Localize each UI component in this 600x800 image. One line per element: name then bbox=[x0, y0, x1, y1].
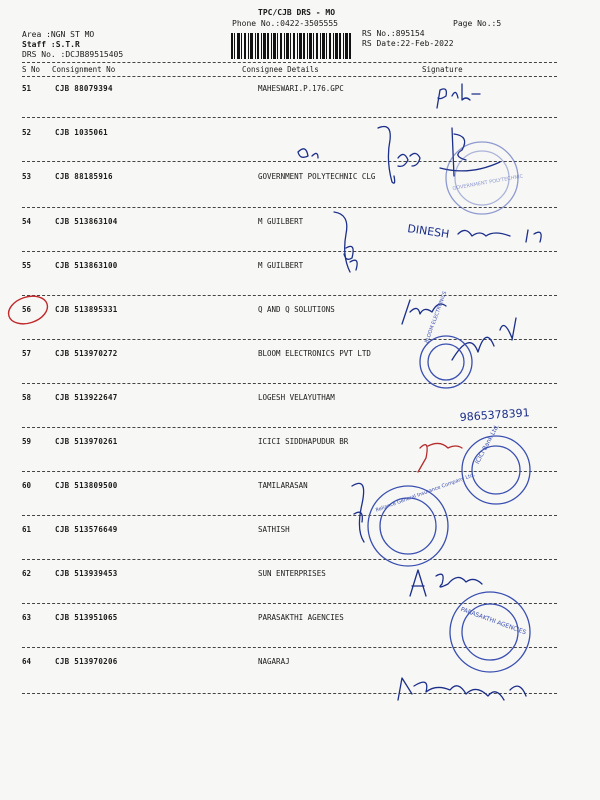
consignment-number: CJB 88079394 bbox=[55, 84, 113, 93]
consignment-number: CJB 88185916 bbox=[55, 172, 113, 181]
signature-row-62 bbox=[410, 570, 482, 596]
rs-date: RS Date:22-Feb-2022 bbox=[362, 39, 454, 48]
consignee-name: M GUILBERT bbox=[258, 261, 304, 270]
consignment-number: CJB 513895331 bbox=[55, 305, 118, 314]
stamp-text-icici: ICICI Bank Ltd. bbox=[474, 423, 501, 466]
consignee-name: SUN ENTERPRISES bbox=[258, 569, 326, 578]
serial-number: 59 bbox=[22, 437, 32, 446]
serial-number: 51 bbox=[22, 84, 32, 93]
serial-number: 63 bbox=[22, 613, 32, 622]
serial-number: 57 bbox=[22, 349, 32, 358]
consignee-name: ICICI SIDDHAPUDUR BR bbox=[258, 437, 349, 446]
area-label: Area :NGN ST MO bbox=[22, 30, 95, 39]
signature-row-52 bbox=[378, 127, 420, 184]
report-title: TPC/CJB DRS - MO bbox=[258, 8, 336, 17]
consignee-name: GOVERNMENT POLYTECHNIC CLG bbox=[258, 172, 376, 181]
signature-row-54-55 bbox=[334, 212, 357, 272]
consignee-name: NAGARAJ bbox=[258, 657, 290, 666]
consignment-number: CJB 1035061 bbox=[55, 128, 108, 137]
serial-number: 55 bbox=[22, 261, 32, 270]
signature-row-54-b bbox=[458, 230, 541, 242]
stamp-text-polytechnic: GOVERNMENT POLYTECHNIC bbox=[452, 173, 524, 192]
consignee-name: M GUILBERT bbox=[258, 217, 304, 226]
serial-number: 64 bbox=[22, 657, 32, 666]
stamp-text-bloom: BLOOM ELECTRONICS bbox=[424, 290, 449, 345]
consignee-name: PARASAKTHI AGENCIES bbox=[258, 613, 344, 622]
serial-number: 60 bbox=[22, 481, 32, 490]
col-consignee: Consignee Details bbox=[242, 65, 319, 74]
handwritten-phone: 9865378391 bbox=[459, 406, 531, 424]
drs-number: DRS No. :DCJB89515405 bbox=[22, 50, 124, 59]
signature-row-60 bbox=[352, 483, 364, 542]
consignee-name: TAMILARASAN bbox=[258, 481, 308, 490]
col-signature: Signature bbox=[422, 65, 463, 74]
consignee-name: SATHISH bbox=[258, 525, 290, 534]
consignee-name: BLOOM ELECTRONICS PVT LTD bbox=[258, 349, 371, 358]
stamp-text-parasakthi: PARASAKTHI AGENCIES bbox=[459, 606, 528, 637]
serial-number: 52 bbox=[22, 128, 32, 137]
consignment-number: CJB 513863104 bbox=[55, 217, 118, 226]
stamp-text-reliance: Reliance General Insurance Company Ltd. bbox=[375, 472, 476, 514]
handwritten-dinesh: DINESH bbox=[406, 222, 451, 241]
consignee-name: LOGESH VELAYUTHAM bbox=[258, 393, 335, 402]
signature-row-64 bbox=[398, 678, 526, 700]
serial-number: 56 bbox=[22, 305, 32, 314]
serial-number: 58 bbox=[22, 393, 32, 402]
consignment-number: CJB 513970261 bbox=[55, 437, 118, 446]
col-sno: S No bbox=[22, 65, 41, 74]
consignment-number: CJB 513970206 bbox=[55, 657, 118, 666]
col-consignment: Consignment No bbox=[52, 65, 116, 74]
consignment-number: CJB 513939453 bbox=[55, 569, 118, 578]
consignment-number: CJB 513922647 bbox=[55, 393, 118, 402]
signature-row-51 bbox=[437, 84, 480, 108]
serial-number: 61 bbox=[22, 525, 32, 534]
serial-number: 54 bbox=[22, 217, 32, 226]
consignment-number: CJB 513809500 bbox=[55, 481, 118, 490]
consignment-number: CJB 513576649 bbox=[55, 525, 118, 534]
phone-number: Phone No.:0422-3505555 bbox=[232, 19, 338, 28]
red-circle-mark bbox=[5, 291, 51, 328]
serial-number: 53 bbox=[22, 172, 32, 181]
consignee-name: Q AND Q SOLUTIONS bbox=[258, 305, 335, 314]
page-number: Page No.:5 bbox=[453, 19, 502, 28]
serial-number: 62 bbox=[22, 569, 32, 578]
consignment-number: CJB 513951065 bbox=[55, 613, 118, 622]
consignment-number: CJB 513970272 bbox=[55, 349, 118, 358]
staff-label: Staff :S.T.R bbox=[22, 40, 80, 49]
consignment-number: CJB 513863100 bbox=[55, 261, 118, 270]
signature-row-59 bbox=[418, 443, 462, 472]
initials-row-53 bbox=[298, 149, 318, 158]
consignee-name: MAHESWARI.P.176.GPC bbox=[258, 84, 344, 93]
rs-number: RS No.:895154 bbox=[362, 29, 425, 38]
